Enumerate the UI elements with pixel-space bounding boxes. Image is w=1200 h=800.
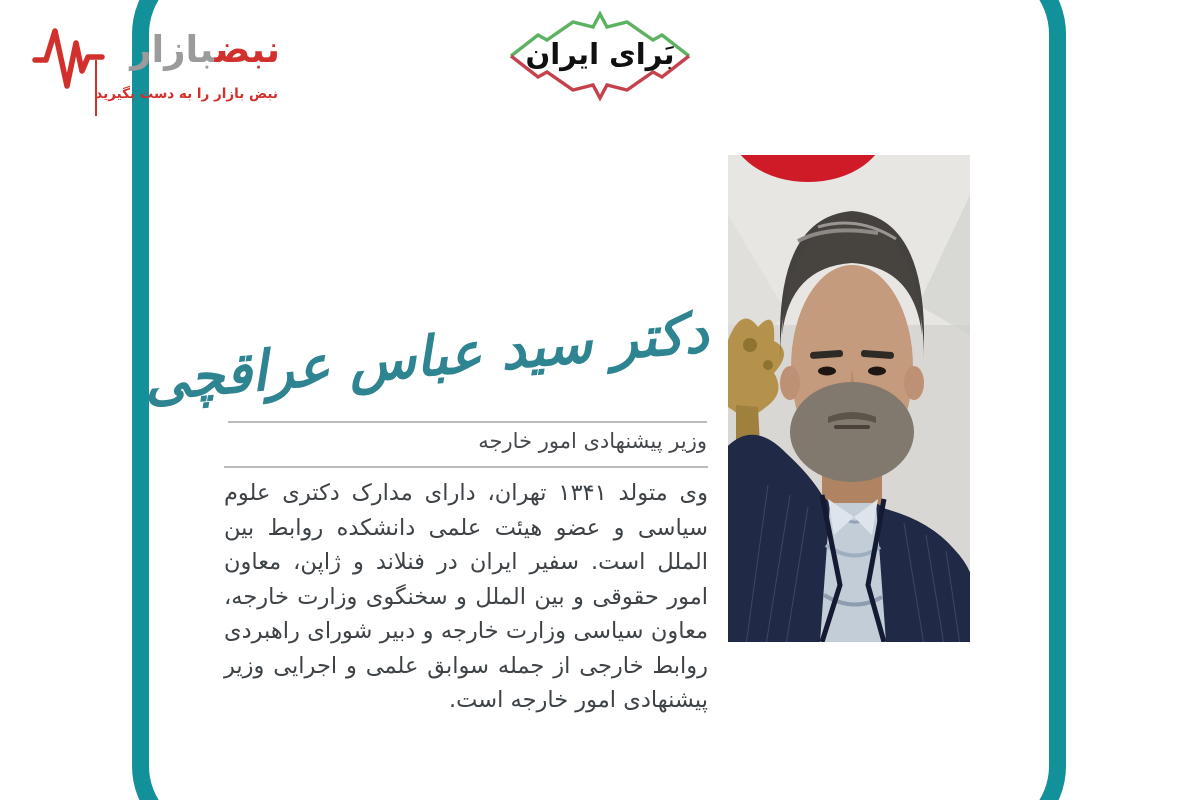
nabz-bazar-logo [26,12,282,110]
bio-text: وی متولد ۱۳۴۱ تهران، دارای مدارک دکتری علوم سیاسی و عضو هیئت علمی دانشکده روابط بین الملل است. سفیر ایران در فنلاند و ژاپن، معاون امور حقوقی و بین الملل و سخنگوی وزارت خارجه، معاون سیاسی وزارت خارجه و دبیر شورای راهبردی روابط خارجی از جمله سوابق علمی و اجرایی وزیر پیشنهادی امور خارجه است. [224,480,709,713]
person-name: دکتر سید عباس عراقچی [141,300,711,414]
divider-top [228,421,707,423]
portrait-illustration [728,155,970,642]
baraye-iran-text: بَرای ایران [525,37,675,71]
brand-wordmark [130,28,280,71]
brand-wordmark-gray: بازار [130,28,215,71]
divider-bottom [224,466,708,468]
brand-tagline: نبض بازار را به دست بگیرید [95,86,278,102]
person-role: وزیر پیشنهادی امور خارجه [478,429,707,453]
baraye-iran-logo [505,6,695,106]
heartbeat-pulse-icon [32,24,118,90]
portrait-photo [728,155,970,642]
brand-wordmark-red: نبض [214,28,280,71]
